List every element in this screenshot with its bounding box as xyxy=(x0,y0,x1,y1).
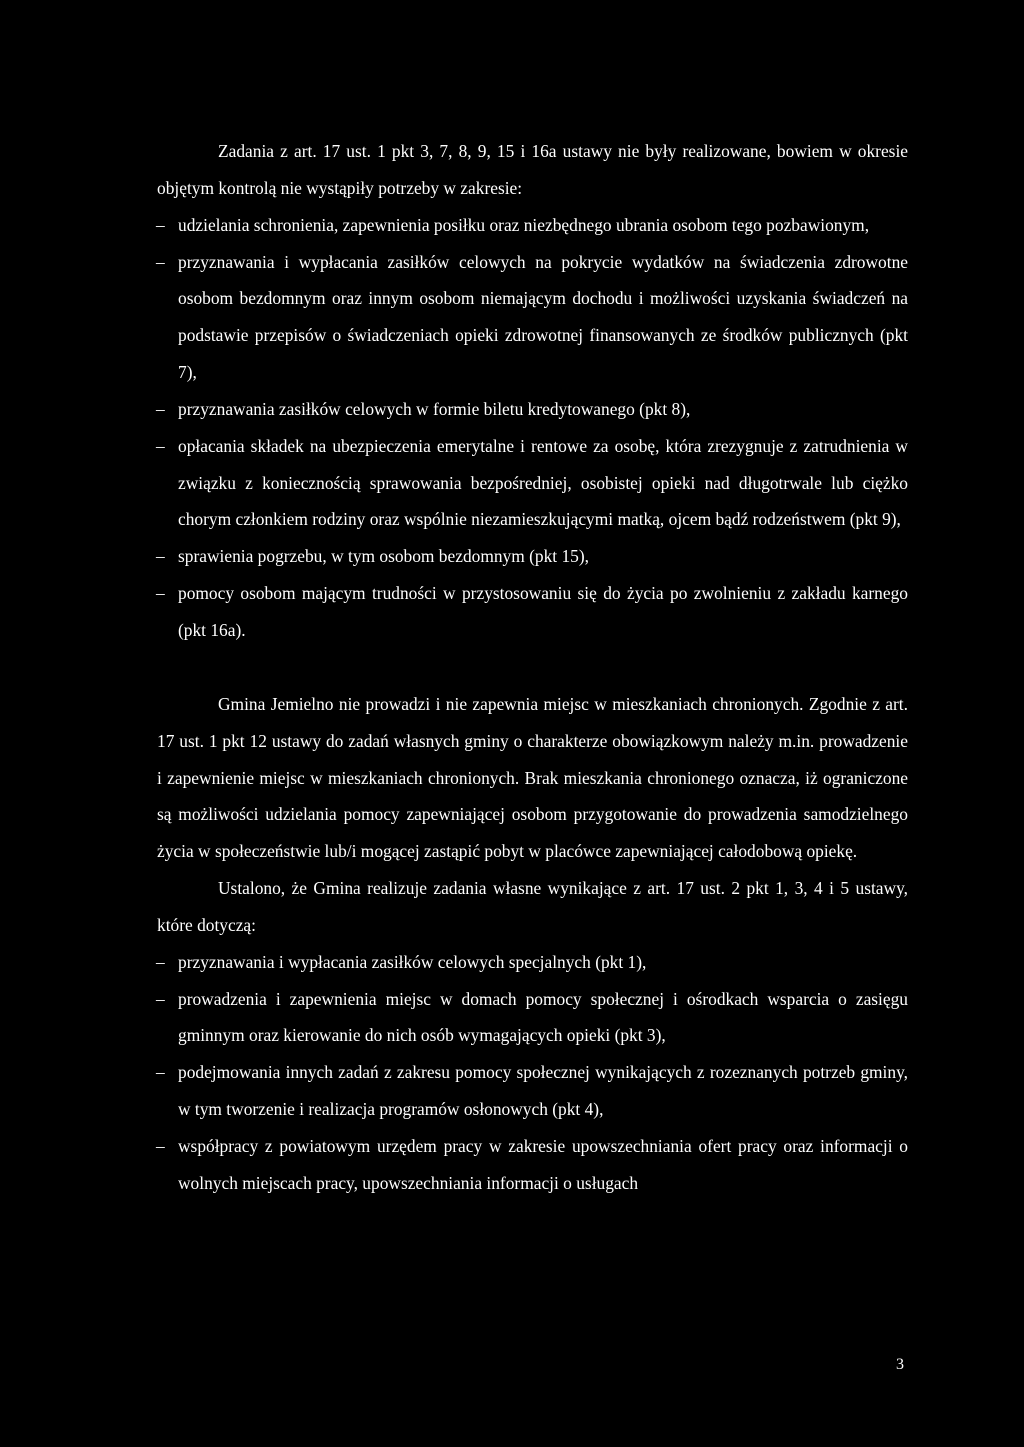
list-item xyxy=(157,981,908,1055)
list-item-text: przyznawania i wypłacania zasiłków celowych specjalnych (pkt 1), xyxy=(178,951,647,972)
list-item xyxy=(157,244,908,391)
list-item-text: przyznawania i wypłacania zasiłków celowych na pokrycie wydatków na świadczenia zdrowotne osobom bezdomnym oraz innym osobom niemającym dochodu i możliwości uzyskania świadczeń na podstawie przepisów o świadczeniach opieki zdrowotnej finansowanych ze środków publicznych (pkt 7), xyxy=(178,251,908,383)
list-item xyxy=(157,1054,908,1128)
dash-marker: – xyxy=(156,251,165,272)
list-item xyxy=(157,944,908,981)
block2-paragraph-2: Ustalono, że Gmina realizuje zadania własne wynikające z art. 17 ust. 2 pkt 1, 3, 4 i 5 ustawy, które dotyczą: xyxy=(157,878,908,935)
list-item xyxy=(157,207,908,244)
block1-intro: Zadania z art. 17 ust. 1 pkt 3, 7, 8, 9, 15 i 16a ustawy nie były realizowane, bowiem w okresie objętym kontrolą nie wystąpiły potrzeby w zakresie: xyxy=(157,141,908,198)
list-item xyxy=(157,538,908,575)
list-item-text: opłacania składek na ubezpieczenia emerytalne i rentowe za osobę, która zrezygnuje z zatrudnienia w związku z koniecznością sprawowania bezpośredniej, osobistej opieki nad długotrwale lub ciężko chorym członkiem rodziny oraz wspólnie niezamieszkującymi matką, ojcem bądź rodzeństwem (pkt 9), xyxy=(178,435,908,530)
dash-marker: – xyxy=(156,1135,165,1156)
block2-paragraph-1: Gmina Jemielno nie prowadzi i nie zapewnia miejsc w mieszkaniach chronionych. Zgodnie z art. 17 ust. 1 pkt 12 ustawy do zadań własnych gminy o charakterze obowiązkowym należy m.in. prowadzenie i zapewnienie miejsc w mieszkaniach chronionych. Brak mieszkania chronionego oznacza, iż ograniczone są możliwości udzielania pomocy zapewniającej osobom przygotowanie do prowadzenia samodzielnego życia w społeczeństwie lub/i mogącej zastąpić pobyt w placówce zapewniającej całodobową opiekę. xyxy=(157,693,908,862)
list-item xyxy=(157,1128,908,1202)
list-item-text: udzielania schronienia, zapewnienia posiłku oraz niezbędnego ubrania osobom tego pozbawionym, xyxy=(178,214,870,235)
document-body xyxy=(157,133,908,1202)
paragraph-spacer xyxy=(157,649,908,686)
list-item-text: sprawienia pogrzebu, w tym osobom bezdomnym (pkt 15), xyxy=(178,546,590,567)
dash-marker: – xyxy=(156,1062,165,1083)
list-item-text: przyznawania zasiłków celowych w formie biletu kredytowanego (pkt 8), xyxy=(178,398,691,419)
dash-marker: – xyxy=(156,214,165,235)
list-item-text: pomocy osobom mającym trudności w przystosowaniu się do życia po zwolnieniu z zakładu karnego (pkt 16a). xyxy=(178,583,908,640)
page-number: 3 xyxy=(896,1356,904,1373)
list-item xyxy=(157,391,908,428)
dash-marker: – xyxy=(156,988,165,1009)
list-item-text: prowadzenia i zapewnienia miejsc w domach pomocy społecznej i ośrodkach wsparcia o zasięgu gminnym oraz kierowanie do nich osób wymagających opieki (pkt 3), xyxy=(178,988,908,1046)
list-item-text: współpracy z powiatowym urzędem pracy w zakresie upowszechniania ofert pracy oraz informacji o wolnych miejscach pracy, upowszechniania informacji o usługach xyxy=(178,1135,908,1193)
list-item xyxy=(157,575,908,649)
dash-marker: – xyxy=(156,583,165,604)
list-item xyxy=(157,428,908,539)
dash-marker: – xyxy=(156,398,165,419)
dash-marker: – xyxy=(156,435,165,456)
dash-marker: – xyxy=(156,951,165,972)
dash-marker: – xyxy=(156,546,165,567)
block1-list xyxy=(157,207,908,649)
list-item-text: podejmowania innych zadań z zakresu pomocy społecznej wynikających z rozeznanych potrzeb gminy, w tym tworzenie i realizacja programów osłonowych (pkt 4), xyxy=(178,1062,908,1120)
block2-list xyxy=(157,944,908,1202)
